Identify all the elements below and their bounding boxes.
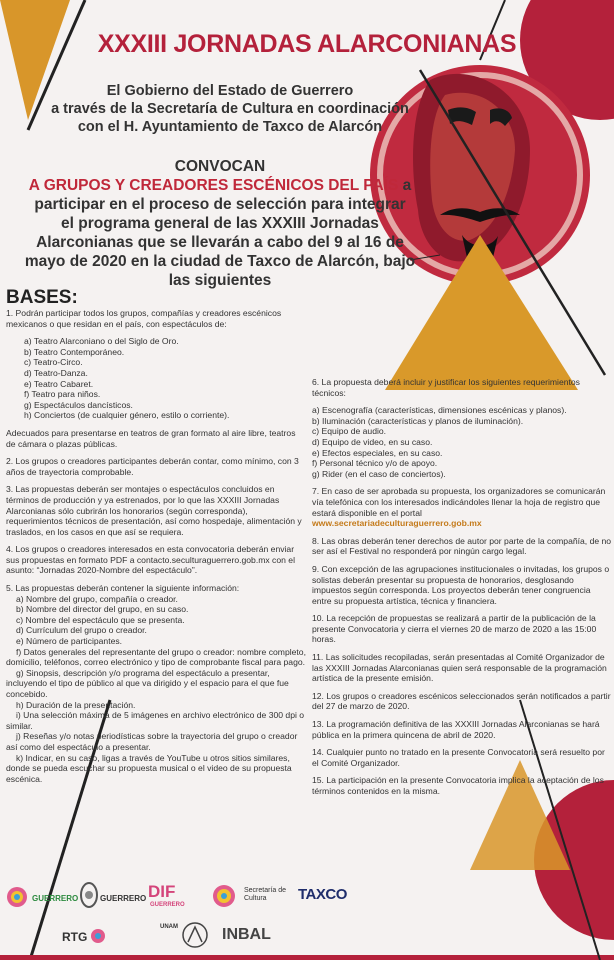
list-item: g) Espectáculos dancísticos. [24, 399, 133, 410]
convocan-suffix: a [398, 177, 412, 194]
base-14: 14. Cualquier punto no tratado en la presente Convocatoria será resuelto por el Comité Organizador. [312, 747, 605, 768]
list-item: b) Nombre del director del grupo, en su caso. [16, 604, 189, 615]
base-3: 3. Las propuestas deberán ser montajes o espectáculos concluidos en términos de producción y ya estrenados, por lo que las XXXIII Jornadas Alarconianas sólo cubrirán los honorarios (según corresponda), requerimientos técnicos de presentación, así como hospedaje, alimentación y traslados, en los casos en que así se requiera. [6, 484, 302, 537]
list-item: c) Equipo de audio. [312, 426, 387, 437]
list-item: a) Nombre del grupo, compañía o creador. [16, 593, 178, 604]
base-6-list [312, 405, 612, 479]
intro-line: El Gobierno del Estado de Guerrero [106, 83, 354, 99]
intro-line: con el H. Ayuntamiento de Taxco de Alarcón [77, 119, 383, 135]
list-item: i) Una selección máxima de 5 imágenes en archivo electrónico de 300 dpi o similar. [6, 710, 305, 731]
guerrero-logo-text: GUERRERO [32, 894, 79, 903]
secretaria-flower-icon [212, 884, 236, 908]
convocan-line: mayo de 2020 en la ciudad de Taxco de Alarcón, bajo [24, 253, 416, 270]
list-item: d) Currículum del grupo o creador. [16, 625, 147, 636]
list-item: h) Duración de la presentación. [16, 699, 136, 710]
list-item: e) Efectos especiales, en su caso. [312, 447, 443, 458]
list-item: d) Teatro-Danza. [24, 367, 88, 378]
intro-text [30, 82, 430, 136]
list-item: k) Indicar, en su caso, ligas a través de YouTube u otros sitios similares, donde se pueda escuchar su propuesta musical o el video de su propuesta escénica. [6, 752, 292, 784]
unam-fad-icon [182, 922, 208, 948]
list-item: d) Equipo de video, en su caso. [312, 436, 433, 447]
list-item: a) Teatro Alarconiano o del Siglo de Oro. [24, 336, 179, 347]
bases-heading: BASES: [6, 287, 78, 308]
list-item: f) Personal técnico y/o de apoyo. [312, 458, 438, 469]
list-item: g) Rider (en el caso de conciertos). [312, 468, 446, 479]
convocan-line: Alarconianas que se llevarán a cabo del 9 al 16 de [36, 234, 404, 251]
ayuntamiento-seal-icon [80, 882, 98, 908]
list-item: e) Número de participantes. [16, 636, 123, 647]
convocan-label: CONVOCAN [174, 158, 266, 175]
list-item: f) Teatro para niños. [24, 389, 101, 400]
secretaria-logo-text: Secretaría de Cultura [244, 887, 287, 902]
list-item: h) Conciertos (de cualquier género, estilo o corriente). [24, 410, 230, 421]
list-item: g) Sinopsis, descripción y/o programa del espectáculo a presentar, incluyendo el tipo de público al que va dirigido y el espacio para el que fue concebido. [6, 667, 289, 699]
list-item: f) Datos generales del representante del grupo o creador: nombre completo, domicilio, teléfonos, correo electrónico y tipo de comprobante fiscal para pago. [6, 646, 306, 668]
list-item: j) Reseñas y/o notas periodísticas sobre la trayectoria del grupo o creador así como del espectáculo a presentar. [6, 731, 298, 752]
page-title: XXXIII JORNADAS ALARCONIANAS [97, 30, 517, 58]
base-12: 12. Los grupos o creadores escénicos seleccionados serán notificados a partir del 27 de marzo de 2020. [312, 690, 611, 712]
base-5-list [6, 594, 306, 785]
base-13: 13. La programación definitiva de las XXXIII Jornadas Alarconianas se hará pública en la primera quincena de abril de 2020. [312, 719, 600, 740]
list-item: c) Teatro-Circo. [24, 357, 83, 368]
base-5: 5. Las propuestas deberán contener la siguiente información: [6, 583, 240, 594]
guerrero-flower-icon [6, 886, 28, 908]
inbal-logo: INBAL [222, 926, 271, 943]
list-item: c) Nombre del espectáculo que se presenta. [16, 614, 185, 625]
rtg-icon [90, 928, 106, 944]
logos-area [0, 878, 614, 958]
list-item: e) Teatro Cabaret. [24, 378, 94, 389]
convocan-line [10, 176, 430, 195]
rtg-logo: RTG [62, 930, 88, 944]
right-column [312, 377, 612, 804]
convocan-line: participar en el proceso de selección para integrar [34, 196, 406, 213]
base-11: 11. Las solicitudes recopiladas, serán presentadas al Comité Organizador de las XXXIII Jornadas Alarconianas quien será responsable de la programación artística de la presente emisión. [312, 652, 607, 684]
dif-logo: DIF [148, 882, 176, 901]
base-2: 2. Los grupos o creadores participantes deberán contar, como mínimo, con 3 años de trayectoria comprobable. [6, 456, 299, 477]
base-10: 10. La recepción de propuestas se realizará a partir de la publicación de la presente Convocatoria y cierra el viernes 20 de marzo de 2020 a las 15:00 horas. [312, 613, 597, 645]
list-item: a) Escenografía (características, dimensiones escénicas y planos). [312, 405, 567, 416]
base-8: 8. Las obras deberán tener derechos de autor por parte de la compañía, de no ser así el Festival no responderá por ningún cargo legal. [312, 535, 612, 557]
convocan-line: el programa general de las XXXIII Jornadas [61, 215, 379, 232]
base-7-text: 7. En caso de ser aprobada su propuesta, los organizadores se comunicarán vía telefónica con los interesados indicándoles llenar la hoja de registro que estará disponible en el portal [312, 486, 606, 518]
base-15: 15. La participación en la presente Convocatoria implica la aceptación de los términos contenidos en la misma. [312, 775, 604, 796]
portal-link[interactable]: www.secretariadeculturaguerrero.gob.mx [312, 518, 482, 529]
base-9: 9. Con excepción de las agrupaciones institucionales o invitadas, los grupos o solistas deberán presentar su propuesta de honorarios, desglosando impuestos según corresponda. Los proyectos deberán tener congruencia entre su propuesta artística, técnica y financiera. [312, 563, 610, 606]
list-item: b) Teatro Contemporáneo. [24, 346, 125, 357]
intro-line: a través de la Secretaría de Cultura en coordinación [51, 101, 409, 117]
base-1-note: Adecuados para presentarse en teatros de gran formato al aire libre, teatros de cámara o plazas públicas. [6, 427, 296, 449]
convocan-line: las siguientes [168, 272, 272, 289]
convocan-highlight: A GRUPOS Y CREADORES ESCÉNICOS DEL PAÍS [28, 177, 399, 194]
taxco-logo: TAXCO [298, 886, 347, 903]
left-column [6, 308, 306, 791]
base-4: 4. Los grupos o creadores interesados en esta convocatoria deberán enviar sus propuestas en formato PDF a contacto.seculturaguerrero.gob.mx con el asunto: “Jornadas 2020-Nombre del espectáculo”. [6, 544, 295, 576]
base-6: 6. La propuesta deberá incluir y justificar los siguientes requerimientos técnicos: [312, 377, 580, 398]
base-1: 1. Podrán participar todos los grupos, compañías y creadores escénicos mexicanos o que residan en el país, con espectáculos de: [6, 308, 282, 329]
unam-logo-text: UNAM [160, 924, 178, 930]
list-item: b) Iluminación (características y planos de iluminación). [312, 415, 524, 426]
dif-logo-sub: GUERRERO [150, 902, 185, 908]
convocan-block [10, 157, 430, 290]
base-1-list [6, 336, 306, 421]
base-7 [312, 486, 612, 528]
ayuntamiento-logo-text: GUERRERO [100, 894, 147, 903]
